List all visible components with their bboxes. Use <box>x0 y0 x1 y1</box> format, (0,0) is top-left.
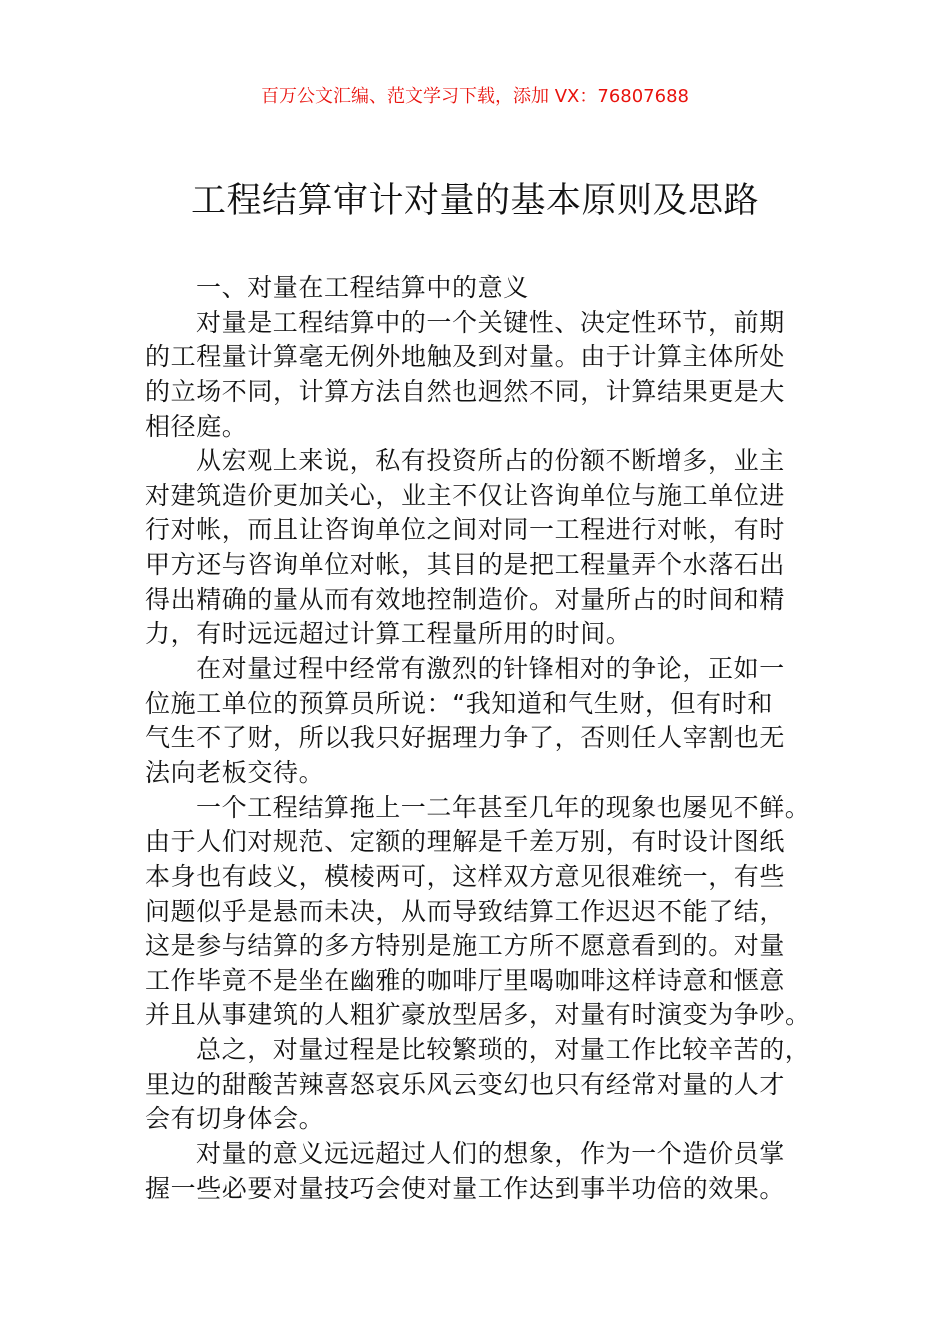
text-line: 气生不了财，所以我只好据理力争了，否则任人宰割也无 <box>145 723 786 753</box>
text-line: 会有切身体会。 <box>145 1104 325 1134</box>
text-line: 这是参与结算的多方特别是施工方所不愿意看到的。对量 <box>145 931 786 961</box>
watermark-header: 百万公文汇编、范文学习下载，添加 VX：76807688 <box>261 86 689 107</box>
text-line: 一、对量在工程结算中的意义 <box>196 273 529 302</box>
document-title: 工程结算审计对量的基本原则及思路 <box>190 181 759 221</box>
paragraph <box>145 791 825 1033</box>
text-line: 位施工单位的预算员所说：“我知道和气生财，但有时和 <box>145 688 773 718</box>
paragraph <box>145 1137 825 1206</box>
text-line: 法向老板交待。 <box>145 757 325 787</box>
text-line: 握一些必要对量技巧会使对量工作达到事半功倍的效果。 <box>145 1173 786 1203</box>
text-line: 本身也有歧义，模棱两可，这样双方意见很难统一，有些 <box>145 861 786 891</box>
text-line: 一个工程结算拖上一二年甚至几年的现象也屡见不鲜。 <box>196 792 811 822</box>
text-line: 对量是工程结算中的一个关键性、决定性环节，前期 <box>196 307 785 337</box>
text-line: 甲方还与咨询单位对帐，其目的是把工程量弄个水落石出 <box>145 550 786 580</box>
text-line: 得出精确的量从而有效地控制造价。对量所占的时间和精 <box>145 584 786 614</box>
text-line: 问题似乎是悬而未决，从而导致结算工作迟迟不能了结， <box>145 896 786 926</box>
text-line: 相径庭。 <box>145 411 248 441</box>
text-line: 的立场不同，计算方法自然也迥然不同，计算结果更是大 <box>145 376 786 406</box>
text-line: 对建筑造价更加关心，业主不仅让咨询单位与施工单位进 <box>145 480 786 510</box>
paragraph <box>145 306 825 445</box>
text-line: 对量的意义远远超过人们的想象，作为一个造价员掌 <box>196 1139 785 1169</box>
text-line: 由于人们对规范、定额的理解是千差万别，有时设计图纸 <box>145 827 786 857</box>
paragraph <box>145 1033 825 1137</box>
text-line: 在对量过程中经常有激烈的针锋相对的争论，正如一 <box>196 654 785 684</box>
document-body <box>145 271 825 1206</box>
text-line: 总之，对量过程是比较繁琐的，对量工作比较辛苦的， <box>196 1035 811 1065</box>
paragraph <box>145 652 825 791</box>
paragraph <box>145 444 825 652</box>
text-line: 行对帐，而且让咨询单位之间对同一工程进行对帐，有时 <box>145 515 786 545</box>
section-heading <box>145 271 825 306</box>
text-line: 工作毕竟不是坐在幽雅的咖啡厅里喝咖啡这样诗意和惬意 <box>145 965 786 995</box>
text-line: 力，有时远远超过计算工程量所用的时间。 <box>145 619 632 649</box>
text-line: 里边的甜酸苦辣喜怒哀乐风云变幻也只有经常对量的人才 <box>145 1069 786 1099</box>
text-line: 从宏观上来说，私有投资所占的份额不断增多，业主 <box>196 446 785 476</box>
text-line: 并且从事建筑的人粗犷豪放型居多，对量有时演变为争吵。 <box>145 1000 811 1030</box>
text-line: 的工程量计算毫无例外地触及到对量。由于计算主体所处 <box>145 342 786 372</box>
